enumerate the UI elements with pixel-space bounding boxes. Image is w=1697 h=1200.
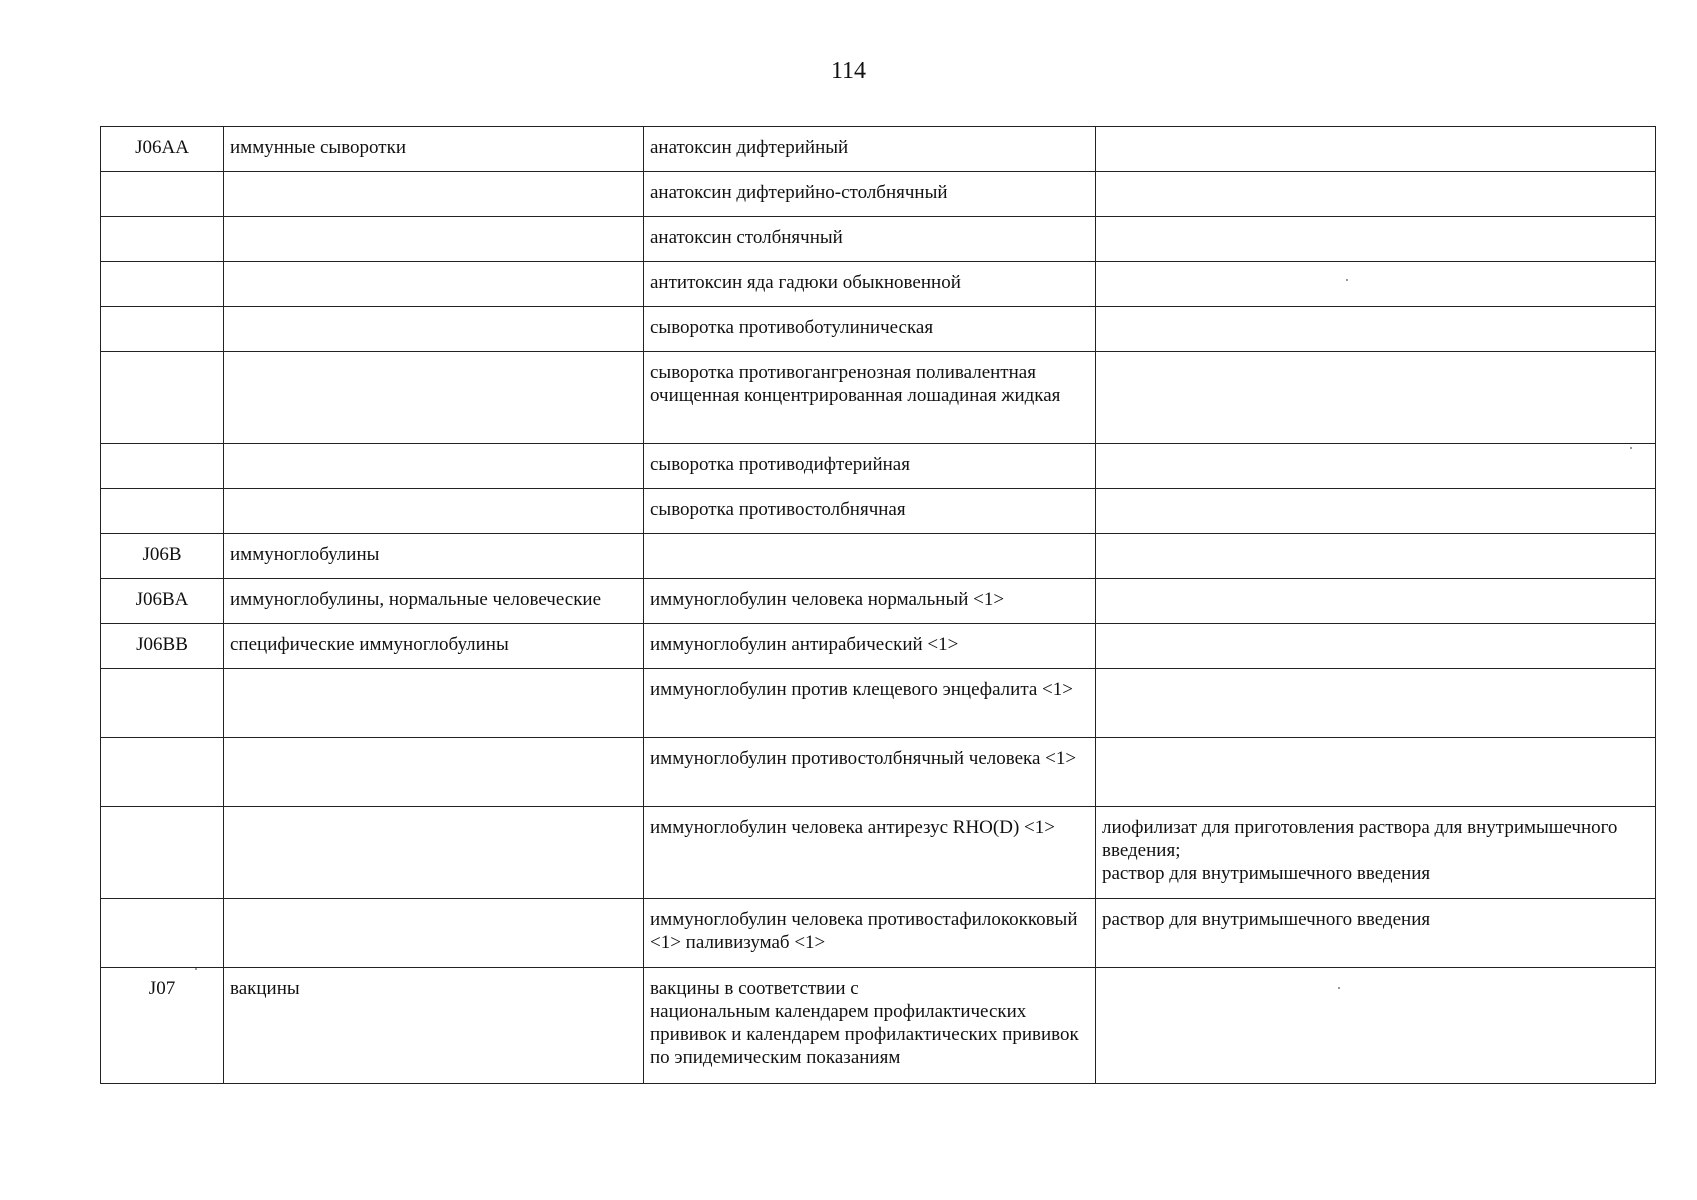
- drug-name-cell: анатоксин дифтерийно-столбнячный: [644, 172, 1096, 217]
- table-row: [101, 968, 1656, 1084]
- group-cell: иммунные сыворотки: [224, 127, 644, 172]
- atc-code-cell: [101, 352, 224, 444]
- table-row: [101, 624, 1656, 669]
- group-cell: [224, 262, 644, 307]
- drug-name-cell: сыворотка противодифтерийная: [644, 444, 1096, 489]
- group-cell: [224, 307, 644, 352]
- scan-speck: [1346, 279, 1348, 281]
- atc-code-cell: [101, 307, 224, 352]
- group-cell: иммуноглобулины: [224, 534, 644, 579]
- table-row: [101, 579, 1656, 624]
- drug-name-cell: иммуноглобулин человека нормальный <1>: [644, 579, 1096, 624]
- group-cell: [224, 217, 644, 262]
- dosage-form-cell: [1096, 262, 1656, 307]
- atc-code-cell: J06BA: [101, 579, 224, 624]
- dosage-form-cell: [1096, 307, 1656, 352]
- group-cell: [224, 738, 644, 807]
- table-row: [101, 352, 1656, 444]
- table-row: [101, 172, 1656, 217]
- group-cell: [224, 807, 644, 899]
- table-row: [101, 262, 1656, 307]
- scan-speck: [1630, 447, 1632, 449]
- drug-name-cell: [644, 534, 1096, 579]
- drug-name-cell: вакцины в соответствии с национальным календарем профилактических прививок и календарем профилактических прививок по эпидемическим показаниям: [644, 968, 1096, 1084]
- group-cell: иммуноглобулины, нормальные человеческие: [224, 579, 644, 624]
- dosage-form-cell: [1096, 444, 1656, 489]
- dosage-form-cell: [1096, 127, 1656, 172]
- table-row: [101, 307, 1656, 352]
- dosage-form-cell: [1096, 489, 1656, 534]
- table-row: [101, 534, 1656, 579]
- table-row: [101, 899, 1656, 968]
- dosage-form-cell: [1096, 217, 1656, 262]
- atc-code-cell: J06B: [101, 534, 224, 579]
- scan-speck: [1338, 987, 1340, 989]
- atc-code-cell: [101, 444, 224, 489]
- atc-code-cell: [101, 172, 224, 217]
- group-cell: специфические иммуноглобулины: [224, 624, 644, 669]
- atc-code-cell: J06AA: [101, 127, 224, 172]
- dosage-form-cell: [1096, 669, 1656, 738]
- group-cell: [224, 172, 644, 217]
- drug-name-cell: иммуноглобулин человека антирезус RHO(D) <1>: [644, 807, 1096, 899]
- atc-code-cell: [101, 489, 224, 534]
- group-cell: [224, 899, 644, 968]
- drug-name-cell: иммуноглобулин человека противостафилококковый <1> паливизумаб <1>: [644, 899, 1096, 968]
- atc-code-cell: J06BB: [101, 624, 224, 669]
- dosage-form-cell: [1096, 738, 1656, 807]
- dosage-form-cell: [1096, 172, 1656, 217]
- drug-name-cell: антитоксин яда гадюки обыкновенной: [644, 262, 1096, 307]
- table-row: [101, 669, 1656, 738]
- dosage-form-cell: [1096, 352, 1656, 444]
- atc-code-cell: [101, 738, 224, 807]
- table-row: [101, 738, 1656, 807]
- group-cell: [224, 669, 644, 738]
- atc-code-cell: [101, 669, 224, 738]
- table-row: [101, 444, 1656, 489]
- scan-speck: [195, 968, 197, 970]
- drug-name-cell: сыворотка противогангренозная поливалентная очищенная концентрированная лошадиная жидкая: [644, 352, 1096, 444]
- atc-code-cell: [101, 217, 224, 262]
- group-cell: вакцины: [224, 968, 644, 1084]
- atc-code-cell: J07: [101, 968, 224, 1084]
- drug-name-cell: сыворотка противостолбнячная: [644, 489, 1096, 534]
- atc-code-cell: [101, 899, 224, 968]
- drug-name-cell: иммуноглобулин противостолбнячный человека <1>: [644, 738, 1096, 807]
- group-cell: [224, 489, 644, 534]
- dosage-form-cell: [1096, 968, 1656, 1084]
- table-row: [101, 217, 1656, 262]
- table-row: [101, 127, 1656, 172]
- drug-name-cell: иммуноглобулин антирабический <1>: [644, 624, 1096, 669]
- drug-name-cell: иммуноглобулин против клещевого энцефалита <1>: [644, 669, 1096, 738]
- drug-table: [100, 126, 1656, 1084]
- page-number: 114: [830, 58, 867, 84]
- table-row: [101, 807, 1656, 899]
- dosage-form-cell: лиофилизат для приготовления раствора для внутримышечного введения; раствор для внутримышечного введения: [1096, 807, 1656, 899]
- atc-code-cell: [101, 807, 224, 899]
- dosage-form-cell: раствор для внутримышечного введения: [1096, 899, 1656, 968]
- atc-code-cell: [101, 262, 224, 307]
- group-cell: [224, 352, 644, 444]
- drug-name-cell: сыворотка противоботулиническая: [644, 307, 1096, 352]
- dosage-form-cell: [1096, 534, 1656, 579]
- table-row: [101, 489, 1656, 534]
- dosage-form-cell: [1096, 579, 1656, 624]
- dosage-form-cell: [1096, 624, 1656, 669]
- drug-name-cell: анатоксин столбнячный: [644, 217, 1096, 262]
- drug-name-cell: анатоксин дифтерийный: [644, 127, 1096, 172]
- group-cell: [224, 444, 644, 489]
